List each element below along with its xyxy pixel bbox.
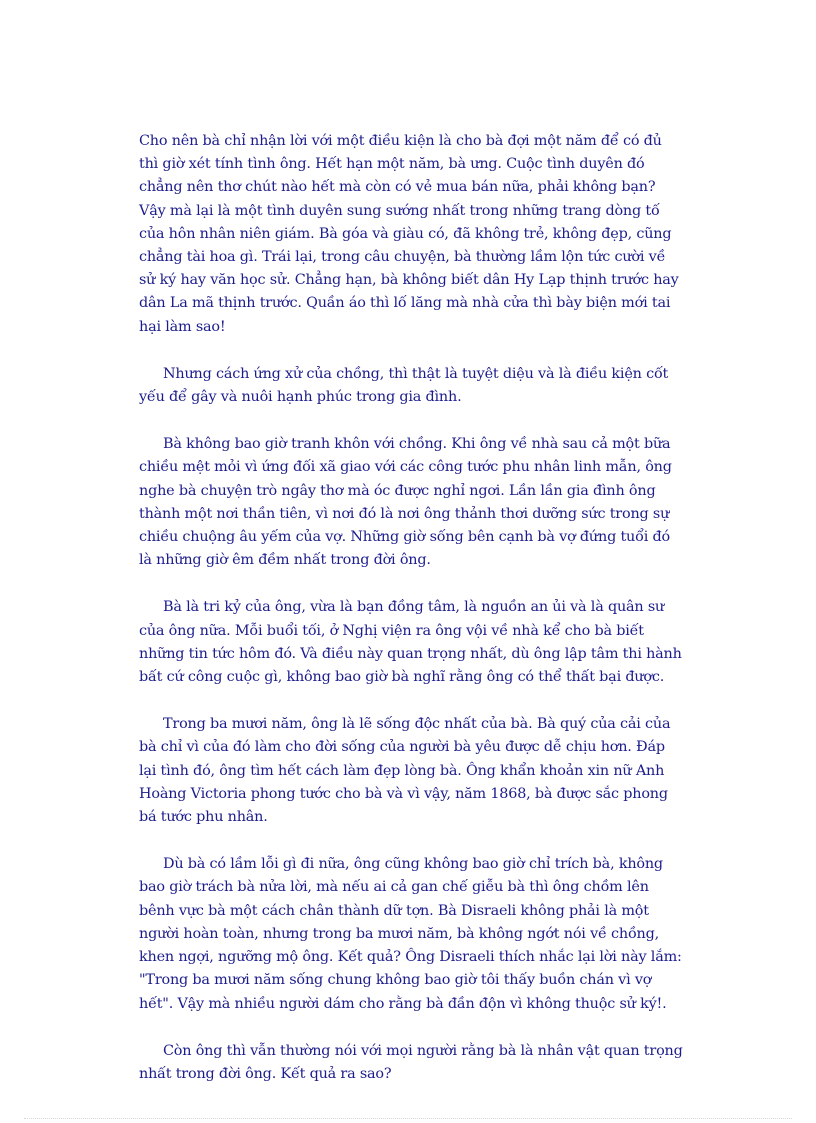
paragraph: Nhưng cách ứng xử của chồng, thì thật là tuyệt diệu và là điều kiện cốt yếu để gây và nuôi hạnh phúc trong gia đình. (139, 365, 669, 406)
paragraph: Còn ông thì vẫn thường nói với mọi người rằng bà là nhân vật quan trọng nhất trong đời ông. Kết quả ra sao? (139, 1042, 683, 1082)
paragraph: Cho nên bà chỉ nhận lời với một điều kiện là cho bà đợi một năm để có đủ thì giờ xét tính tình ông. Hết hạn một năm, bà ưng. Cuộc tình duyên đó chẳng nên thơ chút nào hết mà còn có vẻ mua bán nữa, phải không bạn? Vậy mà lại là một tình duyên sung sướng nhất trong những trang dòng tố của hôn nhân niên giám. Bà góa và giàu có, đã không trẻ, không đẹp, cũng chẳng tài hoa gì. Trái lại, trong câu chuyện, bà thường lầm lộn tức cười về sử ký hay văn học sử. Chẳng hạn, bà không biết dân Hy Lạp thịnh trước hay dân La mã thịnh trước. Quần áo thì lố lăng mà nhà cửa thì bày biện mới tai hại làm sao! (139, 133, 679, 335)
document-body (139, 130, 684, 1110)
page-bottom-divider (24, 1118, 792, 1119)
paragraph: Trong ba mươi năm, ông là lẽ sống độc nhất của bà. Bà quý của cải của bà chỉ vì của đó làm cho đời sống của người bà yêu được dễ chịu hơn. Đáp lại tình đó, ông tìm hết cách làm đẹp lòng bà. Ông khẩn khoản xin nữ Anh Hoàng Victoria phong tước cho bà và vì vậy, năm 1868, bà được sắc phong bá tước phu nhân. (139, 716, 671, 826)
paragraph: Bà không bao giờ tranh khôn với chồng. Khi ông về nhà sau cả một bữa chiều mệt mỏi vì ứng đối xã giao với các công tước phu nhân linh mẫn, ông nghe bà chuyện trò ngây thơ mà óc được nghỉ ngơi. Lần lần gia đình ông thành một nơi thần tiên, vì nơi đó là nơi ông thảnh thơi dưỡng sức trong sự chiều chuộng âu yếm của vợ. Những giờ sống bên cạnh bà vợ đứng tuổi đó là những giờ êm đềm nhất trong đời ông. (139, 436, 672, 569)
paragraph: Bà là tri kỷ của ông, vừa là bạn đồng tâm, là nguồn an ủi và là quân sư của ông nữa. Mỗi buổi tối, ở Nghị viện ra ông vội về nhà kể cho bà biết những tin tức hôm đó. Và điều này quan trọng nhất, dù ông lập tâm thi hành bất cứ công cuộc gì, không bao giờ bà nghĩ rằng ông có thể thất bại được. (139, 599, 682, 686)
paragraph: Dù bà có lầm lỗi gì đi nữa, ông cũng không bao giờ chỉ trích bà, không bao giờ trách bà nửa lời, mà nếu ai cả gan chế giễu bà thì ông chồm lên bênh vực bà một cách chân thành dữ tợn. Bà Disraeli không phải là một người hoàn toàn, nhưng trong ba mươi năm, bà không ngớt nói về chồng, khen ngợi, ngưỡng mộ ông. Kết quả? Ông Disraeli thích nhắc lại lời này lắm: "Trong ba mươi năm sống chung không bao giờ tôi thấy buồn chán vì vợ hết". Vậy mà nhiều người dám cho rằng bà đần độn vì không thuộc sử ký!. (139, 856, 682, 1012)
